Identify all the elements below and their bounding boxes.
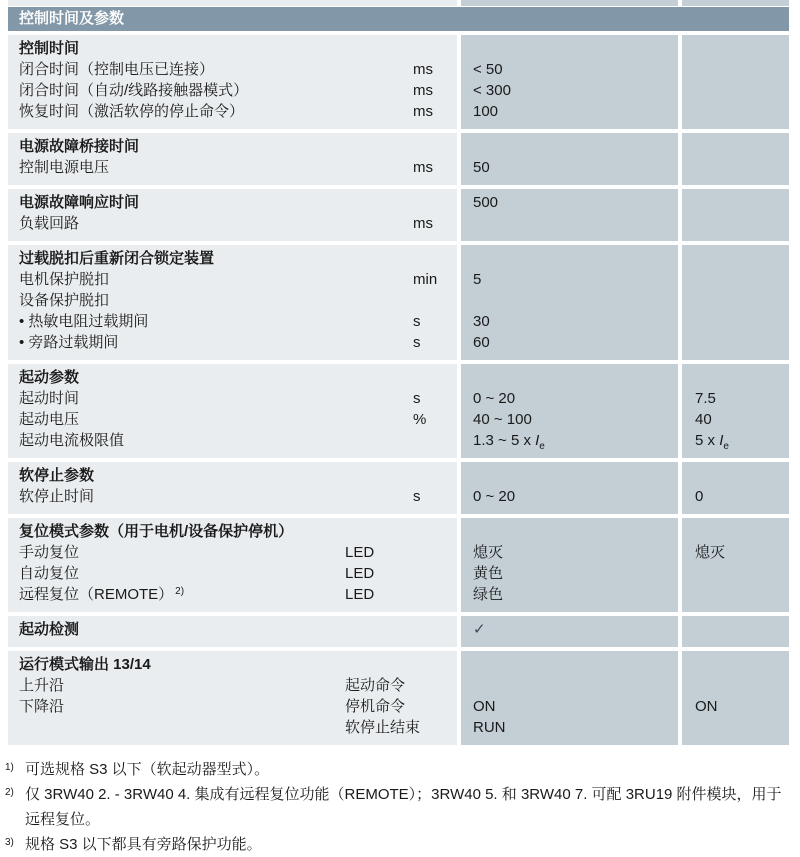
row-value: 黄色 bbox=[473, 565, 504, 582]
row-display bbox=[345, 311, 413, 332]
label-column bbox=[8, 364, 457, 458]
row-value: 7.5 bbox=[695, 390, 716, 407]
section-mains-failure-response bbox=[8, 189, 789, 241]
row-unit bbox=[413, 430, 457, 451]
row-value bbox=[473, 213, 678, 234]
row-unit bbox=[413, 675, 457, 696]
row-value bbox=[695, 367, 789, 388]
row-value bbox=[695, 248, 789, 269]
row-display bbox=[345, 136, 413, 157]
row-label: 控制时间 bbox=[19, 40, 80, 57]
row-unit bbox=[413, 192, 457, 213]
row-display: 起动命令 bbox=[345, 677, 406, 694]
row-display: 停机命令 bbox=[345, 698, 406, 715]
label-column bbox=[8, 462, 457, 514]
value-column-default bbox=[682, 133, 789, 185]
row-value bbox=[695, 80, 789, 101]
row-display bbox=[345, 269, 413, 290]
top-strip-value1-band bbox=[461, 0, 678, 6]
row-display bbox=[345, 213, 413, 234]
row-label: 软停止时间 bbox=[19, 488, 95, 505]
row-label: 闭合时间（自动/线路接触器模式） bbox=[19, 82, 249, 99]
table-row bbox=[19, 465, 457, 486]
row-value: 40 bbox=[695, 411, 712, 428]
label-column bbox=[8, 245, 457, 360]
row-label: 手动复位 bbox=[19, 544, 80, 561]
row-value bbox=[695, 465, 789, 486]
row-unit bbox=[413, 38, 457, 59]
row-value: 熄灭 bbox=[695, 544, 726, 561]
row-value bbox=[695, 157, 789, 178]
table-top-strip bbox=[8, 0, 789, 6]
row-display: LED bbox=[345, 565, 375, 582]
row-unit: ms bbox=[413, 103, 433, 120]
row-value bbox=[473, 521, 678, 542]
current-symbol: I bbox=[719, 432, 724, 449]
footnote-text: 规格 S3 以下都具有旁路保护功能。 bbox=[25, 836, 262, 853]
table-title-bar bbox=[8, 7, 789, 31]
row-value: 0 bbox=[695, 488, 704, 505]
value-column-range bbox=[461, 651, 678, 745]
section-starting-parameters bbox=[8, 364, 789, 458]
table-row bbox=[19, 696, 457, 717]
row-value bbox=[695, 430, 789, 451]
row-value: 熄灭 bbox=[473, 544, 504, 561]
current-symbol: I bbox=[535, 432, 540, 449]
row-value bbox=[695, 269, 789, 290]
section-operating-mode-output bbox=[8, 651, 789, 745]
section-mains-failure-bridging bbox=[8, 133, 789, 185]
row-label: 设备保护脱扣 bbox=[19, 292, 110, 309]
section-reset-mode-parameters bbox=[8, 518, 789, 612]
table-row bbox=[19, 80, 457, 101]
section-soft-stop-parameters bbox=[8, 462, 789, 514]
row-value: < 50 bbox=[473, 61, 503, 78]
row-display bbox=[345, 80, 413, 101]
row-value bbox=[695, 59, 789, 80]
row-unit: s bbox=[413, 313, 421, 330]
row-value bbox=[473, 248, 678, 269]
row-display bbox=[345, 192, 413, 213]
footnotes bbox=[5, 757, 790, 857]
row-display bbox=[345, 619, 413, 640]
table-row bbox=[19, 101, 457, 122]
row-unit: % bbox=[413, 411, 427, 428]
table-row bbox=[19, 521, 457, 542]
row-label: • 热敏电阻过载期间 bbox=[19, 313, 149, 330]
row-value: 30 bbox=[473, 313, 490, 330]
label-column bbox=[8, 189, 457, 241]
row-display bbox=[345, 465, 413, 486]
table-row bbox=[19, 388, 457, 409]
row-value bbox=[473, 465, 678, 486]
row-label: 起动电压 bbox=[19, 411, 80, 428]
row-unit bbox=[413, 248, 457, 269]
row-display: 软停止结束 bbox=[345, 719, 421, 736]
table-row bbox=[19, 136, 457, 157]
row-unit: s bbox=[413, 390, 421, 407]
section-start-detection bbox=[8, 616, 789, 647]
row-unit bbox=[413, 563, 457, 584]
table-row bbox=[19, 59, 457, 80]
table-row bbox=[19, 38, 457, 59]
row-value bbox=[695, 290, 789, 311]
label-column bbox=[8, 616, 457, 647]
row-value bbox=[695, 192, 789, 213]
row-unit bbox=[413, 654, 457, 675]
row-unit: ms bbox=[413, 61, 433, 78]
row-unit: ms bbox=[413, 82, 433, 99]
value-column-range bbox=[461, 189, 678, 241]
footnote-2 bbox=[5, 782, 790, 832]
row-unit: min bbox=[413, 271, 438, 288]
table-row bbox=[19, 486, 457, 507]
value-column-default bbox=[682, 616, 789, 647]
spec-table bbox=[8, 0, 789, 745]
row-unit: ms bbox=[413, 215, 433, 232]
table-row bbox=[19, 675, 457, 696]
row-label: 起动检测 bbox=[19, 621, 80, 638]
table-row bbox=[19, 248, 457, 269]
row-unit bbox=[413, 290, 457, 311]
row-unit bbox=[413, 584, 457, 605]
table-row bbox=[19, 717, 457, 738]
table-row bbox=[19, 332, 457, 353]
section-reclosing-lockout bbox=[8, 245, 789, 360]
row-display bbox=[345, 101, 413, 122]
row-label: 控制电源电压 bbox=[19, 159, 110, 176]
footnote-marker: 3) bbox=[5, 837, 14, 848]
value-column-default bbox=[682, 518, 789, 612]
value-column-default bbox=[682, 364, 789, 458]
value-column-default bbox=[682, 189, 789, 241]
row-unit: s bbox=[413, 334, 421, 351]
row-value bbox=[695, 213, 789, 234]
row-value: ON bbox=[695, 698, 718, 715]
row-unit bbox=[413, 696, 457, 717]
row-unit bbox=[413, 136, 457, 157]
row-label: 软停止参数 bbox=[19, 467, 95, 484]
row-display: LED bbox=[345, 586, 375, 603]
table-row bbox=[19, 584, 457, 605]
value-column-default bbox=[682, 245, 789, 360]
label-column bbox=[8, 35, 457, 129]
row-value: ON bbox=[473, 698, 496, 715]
table-row bbox=[19, 192, 457, 213]
row-unit: s bbox=[413, 488, 421, 505]
table-row bbox=[19, 157, 457, 178]
row-value bbox=[695, 101, 789, 122]
row-value: 100 bbox=[473, 103, 499, 120]
row-label: • 旁路过载期间 bbox=[19, 334, 119, 351]
row-label: 闭合时间（控制电压已连接） bbox=[19, 61, 215, 78]
footnote-3 bbox=[5, 832, 790, 857]
label-column bbox=[8, 651, 457, 745]
table-row bbox=[19, 542, 457, 563]
table-row bbox=[19, 367, 457, 388]
row-unit bbox=[413, 367, 457, 388]
row-value bbox=[695, 38, 789, 59]
table-row bbox=[19, 213, 457, 234]
row-value bbox=[695, 332, 789, 353]
row-display bbox=[345, 486, 413, 507]
row-unit bbox=[413, 465, 457, 486]
row-label: 下降沿 bbox=[19, 698, 65, 715]
row-value bbox=[473, 38, 678, 59]
label-column bbox=[8, 518, 457, 612]
row-display bbox=[345, 290, 413, 311]
table-title: 控制时间及参数 bbox=[19, 10, 125, 27]
table-row bbox=[19, 290, 457, 311]
row-value bbox=[695, 654, 789, 675]
row-label bbox=[19, 717, 345, 738]
value-column-default bbox=[682, 35, 789, 129]
row-display bbox=[345, 430, 413, 451]
row-label: 起动电流极限值 bbox=[19, 432, 125, 449]
row-label: 恢复时间（激活软停的停止命令） bbox=[19, 103, 245, 120]
current-subscript: e bbox=[723, 441, 729, 452]
row-display bbox=[345, 332, 413, 353]
row-label: 电机保护脱扣 bbox=[19, 271, 110, 288]
row-label: 复位模式参数（用于电机/设备保护停机） bbox=[19, 523, 294, 540]
row-label: 上升沿 bbox=[19, 677, 65, 694]
footnote-text: 可选规格 S3 以下（软起动器型式）。 bbox=[25, 761, 270, 778]
top-strip-label-band bbox=[8, 0, 457, 6]
row-unit bbox=[413, 717, 457, 738]
value-column-range bbox=[461, 616, 678, 647]
row-label: 自动复位 bbox=[19, 565, 80, 582]
row-display bbox=[345, 59, 413, 80]
row-unit: ms bbox=[413, 159, 433, 176]
row-display bbox=[345, 248, 413, 269]
row-unit bbox=[413, 542, 457, 563]
table-row bbox=[19, 269, 457, 290]
value-text: 5 x bbox=[695, 432, 720, 449]
footnote-marker: 1) bbox=[5, 762, 14, 773]
row-value bbox=[695, 584, 789, 605]
footnote-marker: 2) bbox=[5, 787, 14, 798]
footnote-1 bbox=[5, 757, 790, 782]
row-display: LED bbox=[345, 544, 375, 561]
row-value: < 300 bbox=[473, 82, 511, 99]
value-column-range bbox=[461, 35, 678, 129]
row-value bbox=[695, 311, 789, 332]
row-value bbox=[473, 675, 678, 696]
row-label: 过载脱扣后重新闭合锁定装置 bbox=[19, 250, 215, 267]
section-control-times bbox=[8, 35, 789, 129]
row-value bbox=[695, 521, 789, 542]
row-label bbox=[19, 584, 345, 605]
row-label: 电源故障响应时间 bbox=[19, 194, 140, 211]
row-value bbox=[473, 430, 678, 451]
row-value: 40 ~ 100 bbox=[473, 411, 532, 428]
label-column bbox=[8, 133, 457, 185]
row-display bbox=[345, 409, 413, 430]
table-row bbox=[19, 563, 457, 584]
row-value bbox=[695, 717, 789, 738]
row-value: 60 bbox=[473, 334, 490, 351]
value-column-range bbox=[461, 133, 678, 185]
row-display bbox=[345, 38, 413, 59]
row-value bbox=[473, 367, 678, 388]
row-value bbox=[473, 290, 678, 311]
row-value: 绿色 bbox=[473, 586, 504, 603]
value-text: 1.3 ~ 5 x bbox=[473, 432, 536, 449]
row-value bbox=[473, 136, 678, 157]
current-subscript: e bbox=[539, 441, 545, 452]
table-row bbox=[19, 409, 457, 430]
row-value: 50 bbox=[473, 159, 490, 176]
row-value: 500 bbox=[473, 194, 499, 211]
row-value bbox=[695, 136, 789, 157]
row-value: 5 bbox=[473, 271, 482, 288]
row-label: 起动参数 bbox=[19, 369, 80, 386]
value-column-range bbox=[461, 364, 678, 458]
value-column-range bbox=[461, 245, 678, 360]
row-label: 起动时间 bbox=[19, 390, 80, 407]
row-label: 运行模式输出 13/14 bbox=[19, 656, 151, 673]
row-value: 0 ~ 20 bbox=[473, 390, 516, 407]
row-label: 电源故障桥接时间 bbox=[19, 138, 140, 155]
row-display bbox=[345, 654, 413, 675]
row-display bbox=[345, 367, 413, 388]
value-column-default bbox=[682, 462, 789, 514]
row-unit bbox=[413, 521, 457, 542]
row-label: 负载回路 bbox=[19, 215, 80, 232]
row-display bbox=[345, 157, 413, 178]
row-value bbox=[695, 563, 789, 584]
value-column-range bbox=[461, 462, 678, 514]
row-value bbox=[473, 654, 678, 675]
row-display bbox=[345, 388, 413, 409]
value-column-default bbox=[682, 651, 789, 745]
table-row bbox=[19, 654, 457, 675]
row-unit bbox=[413, 619, 457, 640]
row-value bbox=[695, 619, 789, 640]
row-value bbox=[695, 675, 789, 696]
table-row bbox=[19, 619, 457, 640]
row-value: RUN bbox=[473, 719, 506, 736]
row-value: 0 ~ 20 bbox=[473, 488, 516, 505]
top-strip-value2-band bbox=[682, 0, 789, 6]
checkmark-icon: ✓ bbox=[473, 621, 486, 638]
row-label-text: 远程复位（REMOTE） bbox=[19, 586, 174, 603]
row-display bbox=[345, 521, 413, 542]
table-row bbox=[19, 311, 457, 332]
footnote-text: 仅 3RW40 2. - 3RW40 4. 集成有远程复位功能（REMOTE）；3RW40 5. 和 3RW40 7. 可配 3RU19 附件模块，用于远程复位。 bbox=[25, 786, 782, 828]
footnote-ref-2: 2) bbox=[175, 586, 185, 597]
table-row bbox=[19, 430, 457, 451]
value-column-range bbox=[461, 518, 678, 612]
